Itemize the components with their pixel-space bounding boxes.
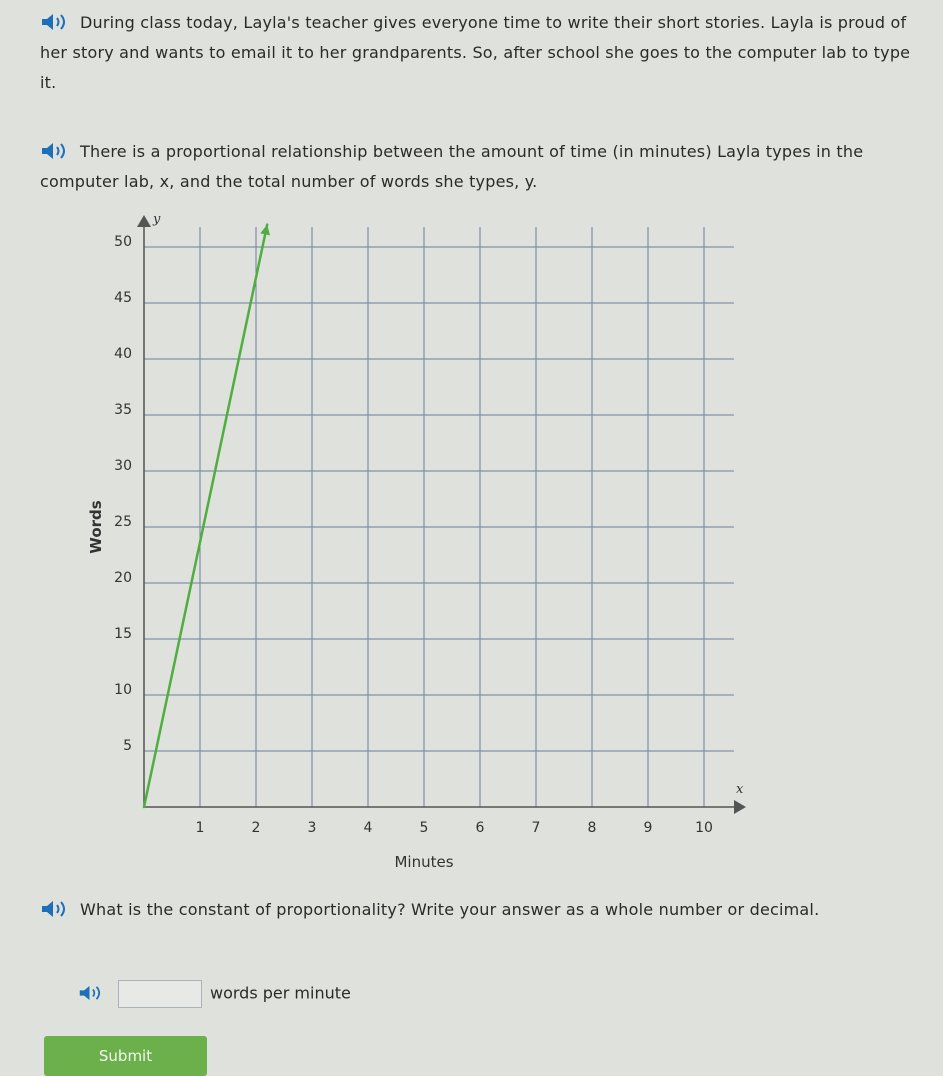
- x-tick-label: 8: [587, 820, 597, 836]
- x-tick-label: 9: [643, 820, 653, 836]
- x-tick-label: 1: [195, 820, 205, 836]
- y-tick-label: 45: [114, 290, 132, 306]
- speaker-icon[interactable]: [40, 11, 74, 29]
- x-tick-label: 2: [251, 820, 261, 836]
- x-tick-label: 3: [307, 820, 317, 836]
- x-tick-label: 4: [363, 820, 373, 836]
- y-tick-label: 15: [114, 626, 132, 642]
- answer-row: [78, 980, 351, 1008]
- answer-input[interactable]: [118, 980, 202, 1008]
- question-text: What is the constant of proportionality? Write your answer as a whole number or decimal.: [80, 900, 820, 919]
- x-axis-arrow: [734, 800, 746, 814]
- y-tick-label: 40: [114, 346, 132, 362]
- x-axis-label: Minutes: [394, 853, 454, 871]
- problem-paragraph-2: [40, 137, 930, 197]
- speaker-icon[interactable]: [40, 898, 74, 916]
- x-tick-label: 7: [531, 820, 541, 836]
- y-tick-label: 30: [114, 458, 132, 474]
- submit-button[interactable]: Submit: [44, 1036, 207, 1076]
- y-tick-label: 50: [114, 234, 132, 250]
- y-axis-label: Words: [87, 500, 105, 554]
- y-tick-label: 5: [123, 738, 132, 754]
- problem-paragraph-1: [40, 8, 930, 98]
- speaker-icon[interactable]: [40, 140, 74, 158]
- unit-label: words per minute: [210, 983, 351, 1003]
- question-paragraph: [40, 895, 930, 925]
- x-tick-label: 10: [695, 820, 713, 836]
- y-axis-letter: y: [153, 212, 161, 227]
- y-tick-label: 10: [114, 682, 132, 698]
- paragraph-2-text: There is a proportional relationship between the amount of time (in minutes) Layla types in the computer lab, x, and the total number of words she types, y.: [40, 142, 864, 191]
- data-line-arrow: [260, 225, 270, 236]
- x-tick-label: 6: [475, 820, 485, 836]
- speaker-icon[interactable]: [78, 984, 108, 1002]
- data-line: [144, 225, 267, 807]
- x-axis-letter: x: [736, 782, 744, 797]
- proportional-graph: [70, 200, 770, 890]
- paragraph-1-text: During class today, Layla's teacher gives everyone time to write their short stories. Layla is proud of her story and wants to email it to her grandparents. So, after school she goes to the computer lab to type it.: [40, 13, 911, 92]
- y-tick-label: 25: [114, 514, 132, 530]
- y-tick-label: 20: [114, 570, 132, 586]
- y-tick-label: 35: [114, 402, 132, 418]
- x-tick-label: 5: [419, 820, 429, 836]
- y-axis-arrow: [137, 215, 151, 227]
